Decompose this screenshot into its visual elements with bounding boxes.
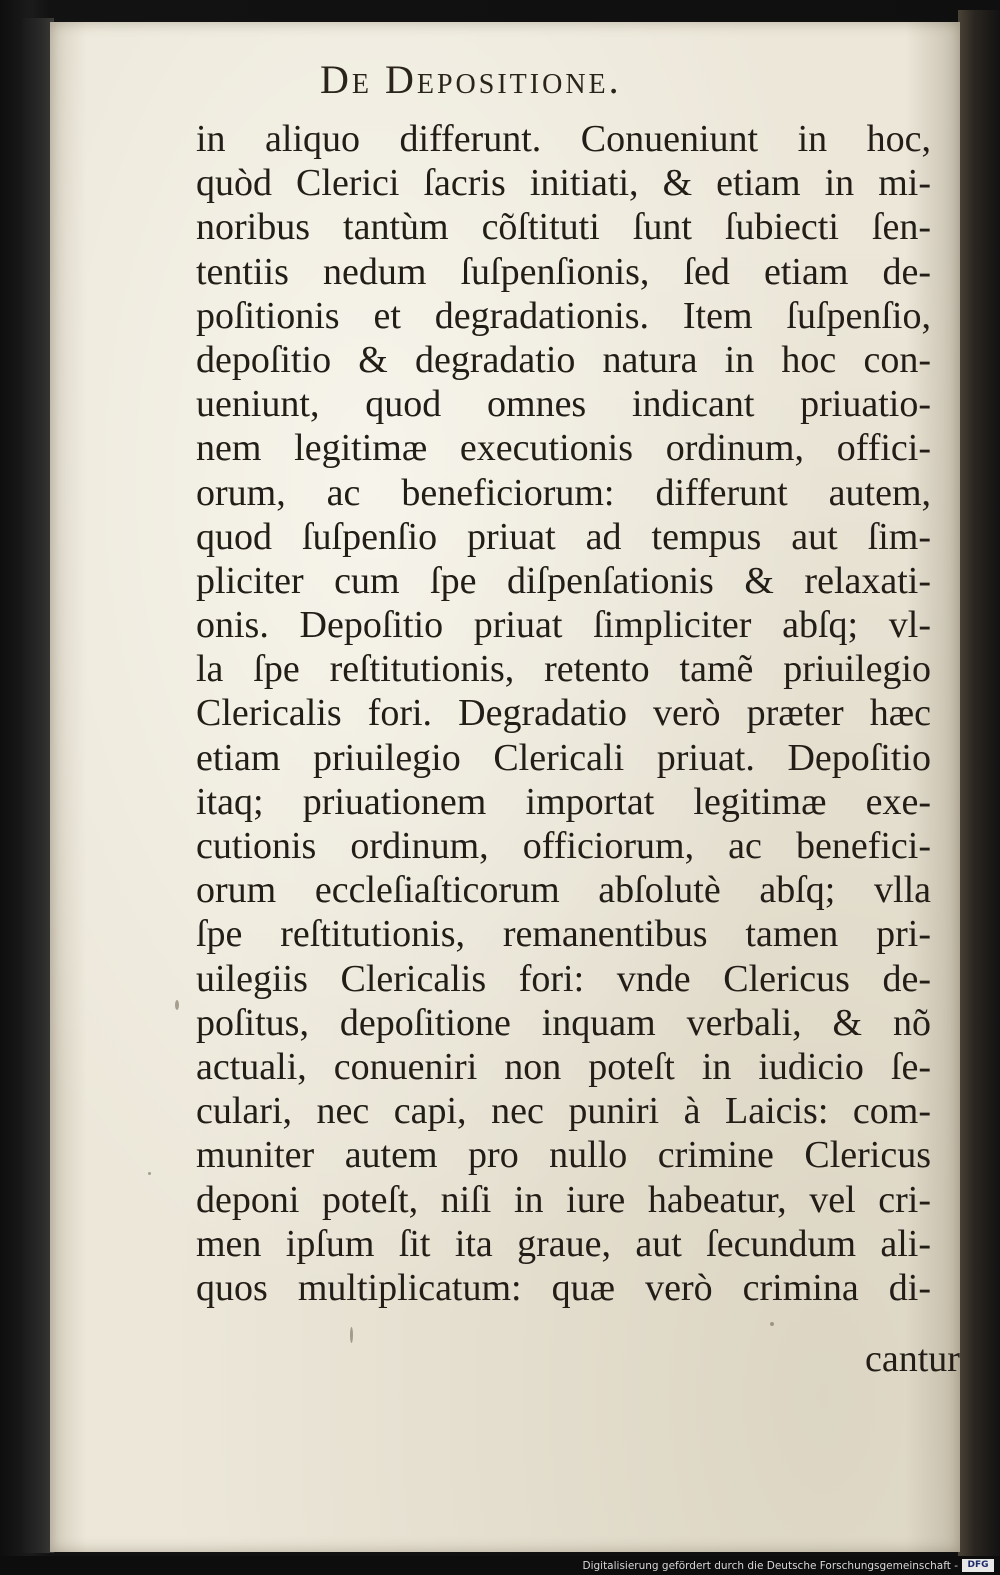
text-line: actuali, conueniri non poteſt in iudicio ſe- xyxy=(196,1045,931,1088)
paper-speck xyxy=(350,1327,353,1343)
text-line: etiam priuilegio Clericali priuat. Depoſitio xyxy=(196,736,931,779)
book-edge-right xyxy=(958,10,1000,1560)
text-line: Clericalis fori. Degradatio verò præter hæc xyxy=(196,692,931,735)
text-line: tentiis nedum ſuſpenſionis, ſed etiam de- xyxy=(196,250,931,293)
paper-speck xyxy=(175,1000,179,1010)
text-line: orum, ac beneficiorum: differunt autem, xyxy=(196,471,931,514)
text-line: ueniunt, quod omnes indicant priuatio- xyxy=(196,383,931,426)
catchword: cantur xyxy=(865,1338,960,1380)
text-line: la ſpe reſtitutionis, retento tamẽ priuilegio xyxy=(196,648,931,691)
text-line: cutionis ordinum, officiorum, ac benefici- xyxy=(196,825,931,867)
text-line: poſitus, depoſitione inquam verbali, & nõ xyxy=(196,1001,931,1044)
text-line: depoſitio & degradatio natura in hoc con- xyxy=(196,338,931,381)
running-head: De Depositione. xyxy=(320,57,622,102)
text-line: nem legitimæ executionis ordinum, offici- xyxy=(196,427,931,470)
text-line: quos multiplicatum: quæ verò crimina di- xyxy=(196,1266,931,1309)
text-line: deponi poteſt, niſi in iure habeatur, vel cri- xyxy=(196,1178,931,1221)
book-page xyxy=(50,22,960,1552)
paper-speck xyxy=(770,1322,774,1326)
paper-speck xyxy=(148,1172,151,1175)
text-line: uilegiis Clericalis fori: vnde Clericus de- xyxy=(196,957,931,1000)
text-line: quòd Clerici ſacris initiati, & etiam in mi- xyxy=(196,162,931,205)
funding-credit: Digitalisierung gefördert durch die Deutsche Forschungsgemeinschaft - xyxy=(582,1560,958,1572)
page-body-text xyxy=(196,117,931,1310)
text-line: noribus tantùm cõſtituti ſunt ſubiecti ſen- xyxy=(196,206,931,249)
dfg-logo-icon: DFG xyxy=(962,1559,994,1572)
text-line: quod ſuſpenſio priuat ad tempus aut ſim- xyxy=(196,515,931,558)
text-line: in aliquo differunt. Conueniunt in hoc, xyxy=(196,118,931,160)
text-line: pliciter cum ſpe diſpenſationis & relaxati- xyxy=(196,559,931,602)
text-line: muniter autem pro nullo crimine Clericus xyxy=(196,1134,931,1177)
text-line: men ipſum ſit ita graue, aut ſecundum ali- xyxy=(196,1222,931,1265)
text-line: poſitionis et degradationis. Item ſuſpenſio, xyxy=(196,294,931,337)
text-line: orum eccleſiaſticorum abſolutè abſq; vlla xyxy=(196,869,931,912)
text-line: ſpe reſtitutionis, remanentibus tamen pri- xyxy=(196,913,931,956)
text-line: onis. Depoſitio priuat ſimpliciter abſq; vl- xyxy=(196,604,931,647)
text-line: itaq; priuationem importat legitimæ exe- xyxy=(196,780,931,823)
text-line: culari, nec capi, nec puniri à Laicis: com- xyxy=(196,1090,931,1133)
